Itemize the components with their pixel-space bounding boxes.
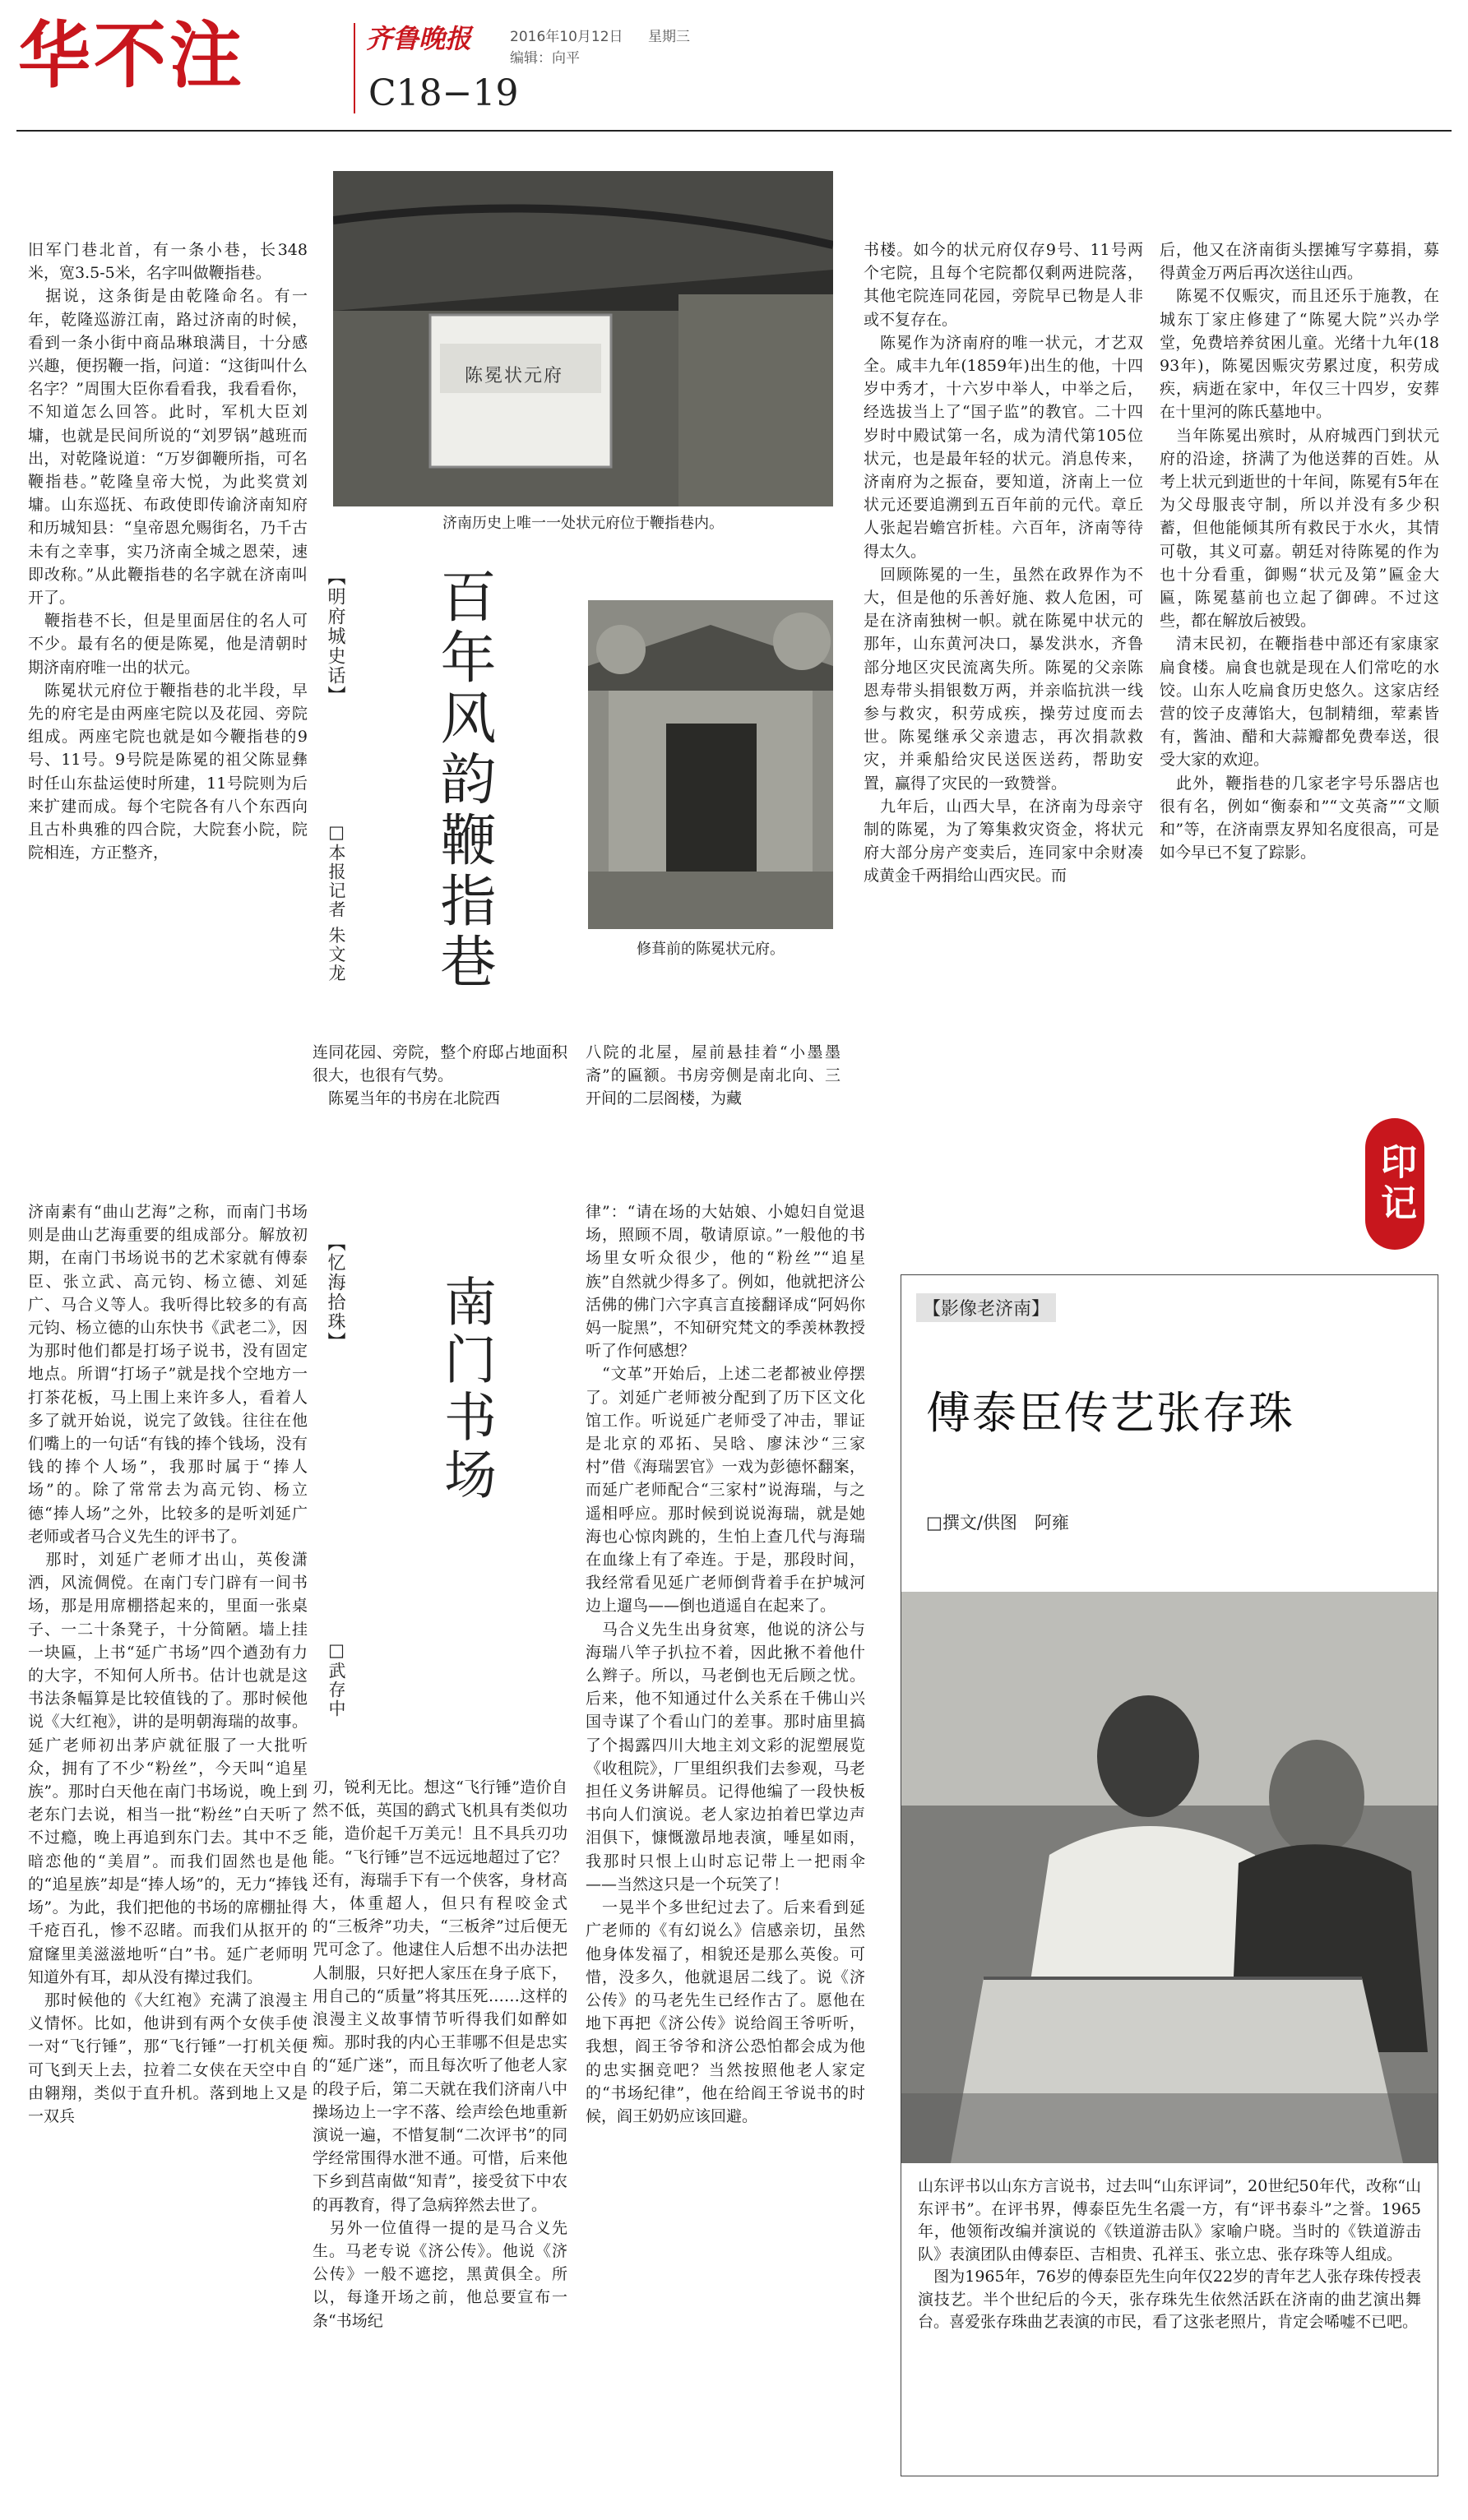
photo1-caption: 济南历史上唯一一处状元府位于鞭指巷内。 xyxy=(442,515,724,532)
article2-column-2: 刃，锐利无比。想这“飞行锤”造价自然不低，英国的鹞式飞机具有类似功能，造价起千万美元！且不具兵刃功能。“飞行锤”岂不远远地超过了它？还有，海瑞手下有一个侠客，身材高大，体重超人，但只有程咬金式的“三板斧”功夫，“三板斧”过后便无咒可念了。他逮住人后想不出办法把人制服，只好把人家压在身子底下，用自己的“质量”将其压死……这样的浪漫主义故事情节听得我们如醉如痴。那时我的内心王菲哪不但是忠实的“延广迷”，而且每次听了他老人家的段子后，第二天就在我们济南八中操场边上一字不落、绘声绘色地重新演说一遍，不惜复制“二次评书”的同学经常围得水泄不通。可惜，后来他下乡到莒南做“知青”，接受贫下中农的再教育，得了急病猝然去世了。 另外一位值得一提的是马合义先生。马老专说《济公传》。他说《济公传》一般不遮挖，黑黄俱全。所以，每逢开场之前，他总要宣布一条“书场纪 xyxy=(313,1778,567,2330)
weekday: 星期三 xyxy=(648,29,690,45)
masthead-divider xyxy=(354,23,355,113)
article3-caption: 山东评书以山东方言说书，过去叫“山东评词”，20世纪50年代，改称“山东评书”。在评书界，傅泰臣先生名震一方，有“评书泰斗”之誉。1965年，他领衔改编并演说的《铁道游击队》家喻户晓。当时的《铁道游击队》表演团队由傅泰臣、吉相贵、孔祥玉、张立忠、张存珠等人组成。 图为1965年，76岁的傅泰臣先生向年仅22岁的青年艺人张存珠传授表演技艺。半个世纪后的今天，张存珠先生依然活跃在济南的曲艺演出舞台。喜爱张存珠曲艺表演的市民，看了这张老照片，肯定会唏嘘不已吧。 xyxy=(918,2177,1421,2331)
paper-name-logo: 齐鲁晚报 xyxy=(366,23,472,54)
article1-column-tag: 【明府城史话】 xyxy=(325,567,345,705)
photo-old-gate xyxy=(588,600,833,929)
editor: 编辑：向平 xyxy=(510,50,580,67)
stamp-text: 印记 xyxy=(1374,1143,1416,1225)
article2-column-1: 济南素有“曲山艺海”之称，而南门书场则是曲山艺海重要的组成部分。解放初期，在南门书场说书的艺术家就有傅泰臣、张立武、高元钧、杨立德、刘延广、马合义等人。我听得比较多的有高元钧、杨立德的山东快书《武老二》，因为那时他们都是打场子说书，没有固定地点。所谓“打场子”就是找个空地方一打茶花板，马上围上来许多人，看着人多了就开始说，说完了敛钱。往往在他们嘴上的一句话“有钱的捧个钱场，没有钱的捧个人场”，我那时属于“捧人场”的。除了常常去为高元钧、杨立德“捧人场”之外，比较多的是听刘延广老师或者马合义先生的评书了。 那时，刘延广老师才出山，英俊潇洒，风流倜傥。在南门专门辟有一间书场，那是用席棚搭起来的，里面一张桌子、一二十条凳子，十分简陋。墙上挂一块匾，上书“延广书场”四个遒劲有力的大字，不知何人所书。估计也就是这书法条幅算是比较值钱的了。那时候他说《大红袍》，讲的是明朝海瑞的故事。延广老师初出茅庐就征服了一大批听众，拥有了不少“粉丝”，今天叫“追星族”。那时白天他在南门书场说，晚上到老东门去说，相当一批“粉丝”白天听了不过瘾，晚上再追到东门去。其中不乏暗恋他的“美眉”。而我们固然也是他的“追星族”却是“捧人场”的，无力“捧钱场”。为此，我们把他的书场的席棚扯得千疮百孔，惨不忍睹。而我们从抠开的窟窿里美滋滋地听“白”书。延广老师明知道外有耳，却从没有撵过我们。 那时候他的《大红袍》充满了浪漫主义情怀。比如，他讲到有两个女侠手使一对“飞行锤”，那“飞行锤”一打机关便可飞到天上去，拉着二女侠在天空中自由翱翔，类似于直升机。落到地上又是一双兵 xyxy=(28,1203,308,2125)
article2-title: 南门书场 xyxy=(435,1274,496,1505)
article1-column-2: 连同花园、旁院，整个府邸占地面积很大，也很有气势。 陈冕当年的书房在北院西 xyxy=(313,1043,567,1108)
article2-column-3: 律”：“请在场的大姑娘、小媳妇自觉退场，照顾不周，敬请原谅。”一般他的书场里女听众很少，他的“粉丝”“追星族”自然就少得多了。例如，他就把济公活佛的佛门六字真言直接翻译成“阿妈你妈一腚黑”，不知研究梵文的季羡林教授听了作何感想？ “文革”开始后，上述二老都被业停摆了。刘延广老师被分配到了历下区文化馆工作。听说延广老师受了冲击，罪证是北京的邓拓、吴晗、廖沫沙“三家村”借《海瑞罢官》一戏为彭德怀翻案，而延广老师配合“三家村”说海瑞，与之遥相呼应。那时候到说说海瑞，就是她海也心惊肉跳的，生怕上查几代与海瑞在血缘上有了牵连。于是，那段时间，我经常看见延广老师倒背着手在护城河边上遛鸟——倒也逍遥自在起来了。 马合义先生出身贫寒，他说的济公与海瑞八竿子扒拉不着，因此揪不着他什么辫子。所以，马老倒也无后顾之忧。后来，他不知通过什么关系在千佛山兴国寺谋了个看山门的差事。那时庙里搞了个揭露四川大地主刘文彩的泥塑展览《收租院》，厂里组织我们去参观，马老担任义务讲解员。记得他编了一段快板书向人们演说。老人家边拍着巴掌边声泪俱下，慷慨激昂地表演，唾星如雨，我那时只恨上山时忘记带上一把雨伞——当然这只是一个玩笑了！ 一晃半个多世纪过去了。后来看到延广老师的《有幻说么》信感亲切，虽然他身体发福了，相貌还是那么英俊。可惜，没多久，他就退居二线了。说《济公传》的马老先生已经作古了。愿他在地下再把《济公传》说给阎王爷听听，我想，阎王爷爷和济公恐怕都会成为他的忠实捆竞吧？当然按照他老人家定的“书场纪律”，他在给阎王爷说书的时候，阎王奶奶应该回避。 xyxy=(586,1203,865,2125)
article1-column-4: 书楼。如今的状元府仅存9号、11号两个宅院，且每个宅院都仅剩两进院落，其他宅院连同花园，旁院早已物是人非或不复存在。 陈冕作为济南府的唯一状元，才艺双全。咸丰九年(1859年)出生的他，十四岁中秀才，十六岁中举人，中举之后，经选拔当上了“国子监”的教官。二十四岁时中殿试第一名，成为清代第105位状元，也是最年轻的状元。消息传来，济南府为之振奋，要知道，济南上一位状元还要追溯到五百年前的元代。章丘人张起岩蟾宫折桂。六百年，济南等待得太久。 回顾陈冕的一生，虽然在政界作为不大，但是他的乐善好施、救人危困，可是在济南独树一帜。就在陈冕中状元的那年，山东黄河决口，暴发洪水，齐鲁部分地区灾民流离失所。陈冕的父亲陈恩寿带头捐银数万两，并亲临抗洪一线参与救灾，积劳成疾，操劳过度而去世。陈冕继承父亲遗志，再次捐款救灾，并乘船给灾民送医送药，帮助安置，赢得了灾民的一致赞誉。 九年后，山西大旱，在济南为母亲守制的陈冕，为了筹集救灾资金，将状元府大部分房产变卖后，连同家中余财凑成黄金千两捐给山西灾民。而 xyxy=(864,241,1143,885)
article3-title: 傅泰臣传艺张存珠 xyxy=(926,1387,1294,1439)
article1-column-3: 八院的北屋，屋前悬挂着“小墨墨斋”的匾额。书房旁侧是南北向、三开间的二层阁楼，为藏 xyxy=(586,1043,841,1108)
article2-column-tag: 【忆海拾珠】 xyxy=(325,1233,345,1352)
header-rule xyxy=(16,130,1452,132)
article-bianzhixiang xyxy=(0,140,1468,1135)
page-number: C18−19 xyxy=(368,72,519,114)
photo-fu-taichen-zhang-cunzhu xyxy=(901,1592,1438,2163)
photo2-caption: 修葺前的陈冕状元府。 xyxy=(637,941,785,958)
article3-column-tag: 【影像老济南】 xyxy=(916,1293,1056,1322)
photo-zhuangyuan-gate xyxy=(333,171,833,506)
article1-title: 百年风韵鞭指巷 xyxy=(431,567,496,993)
article2-byline: □武存中 xyxy=(326,1640,346,1718)
article3-byline: □撰文/供图 阿雍 xyxy=(926,1513,1069,1533)
stamp-seal xyxy=(1365,1118,1424,1250)
date: 2016年10月12日 xyxy=(510,29,623,45)
section-title: 华不注 xyxy=(18,13,246,98)
plaque-sign-text: 陈冕状元府 xyxy=(465,366,564,386)
article-photo-story xyxy=(901,1274,1438,2476)
masthead xyxy=(0,0,1468,132)
article1-byline: □本报记者 朱文龙 xyxy=(326,822,346,983)
article1-column-1: 旧军门巷北首，有一条小巷，长348米，宽3.5-5米，名字叫做鞭指巷。 据说，这条街是由乾隆命名。有一年，乾隆巡游江南，路过济南的时候，看到一条小街中商品琳琅满目，十分感兴趣，便拐鞭一指，问道：“这街叫什么名字？”周围大臣你看看我，我看看你，不知道怎么回答。此时，军机大臣刘墉，也就是民间所说的“刘罗锅”越班而出，对乾隆说道：“万岁御鞭所指，可名鞭指巷。”乾隆皇帝大悦，为此奖赏刘墉。山东巡抚、布政使即传谕济南知府和历城知县：“皇帝恩允赐街名，乃千古未有之幸事，实乃济南全城之恩荣，速即改称。”从此鞭指巷的名字就在济南叫开了。 鞭指巷不长，但是里面居住的名人可不少。最有名的便是陈冕，他是清朝时期济南府唯一出的状元。 陈冕状元府位于鞭指巷的北半段，早先的府宅是由两座宅院以及花园、旁院组成。两座宅院也就是如今鞭指巷的9号、11号。9号院是陈冕的祖父陈显彝时任山东盐运使时所建，11号院则为后来扩建而成。每个宅院各有八个东西向且古朴典雅的四合院，大院套小院，院院相连，方正整齐， xyxy=(28,241,308,862)
article1-column-5: 后，他又在济南街头摆摊写字募捐，募得黄金万两后再次送往山西。 陈冕不仅赈灾，而且还乐于施教，在城东丁家庄修建了“陈冕大院”兴办学堂，免费培养贫困儿童。光绪十九年(1893年)，陈冕因赈灾劳累过度，积劳成疾，病逝在家中，年仅三十四岁，安葬在十里河的陈氏墓地中。 当年陈冕出殡时，从府城西门到状元府的沿途，挤满了为他送葬的百姓。从考上状元到逝世的十年间，陈冕有5年在为父母服丧守制，所以并没有多少积蓄，但他能倾其所有救民于水火，其情可敬，其义可嘉。朝廷对待陈冕的作为也十分看重，御赐“状元及第”匾金大匾，陈冕墓前也立起了御碑。不过这些，都在解放后被毁。 清末民初，在鞭指巷中部还有家康家扁食楼。扁食也就是现在人们常吃的水饺。山东人吃扁食历史悠久。这家店经营的饺子皮薄馅大，包制精细，荤素皆有，酱油、醋和大蒜瓣都免费奉送，很受大家的欢迎。 此外，鞭指巷的几家老字号乐器店也很有名，例如“衡泰和”“文英斋”“文顺和”等，在济南票友界知名度很高，可是如今早已不复了踪影。 xyxy=(1160,241,1439,862)
